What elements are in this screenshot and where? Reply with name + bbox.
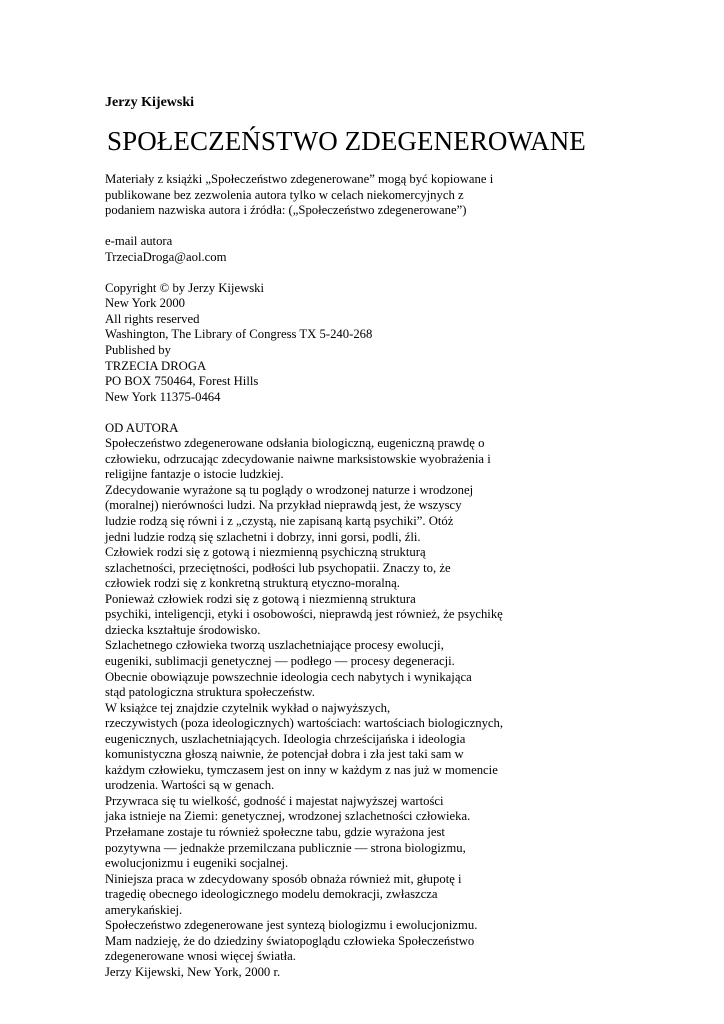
text-line: zdegenerowane wnosi więcej światła.: [105, 949, 296, 964]
email-address: TrzeciaDroga@aol.com: [105, 249, 227, 264]
text-line: tragedię obecnego ideologicznego modelu demokracji, zwłaszcza: [105, 887, 438, 902]
text-line: PO BOX 750464, Forest Hills: [105, 374, 259, 389]
preface-signature: Jerzy Kijewski, New York, 2000 r.: [105, 964, 281, 979]
text-line: eugenicznych, uszlachetniających. Ideologia chrześcijańska i ideologia: [105, 731, 466, 746]
copy-permission-notice: [105, 172, 705, 219]
author-email-block: [105, 234, 705, 265]
text-line: Społeczeństwo zdegenerowane odsłania biologiczną, eugeniczną prawdę o: [105, 436, 485, 451]
text-line: Przełamane zostaje tu również społeczne tabu, gdzie wyrażona jest: [105, 824, 445, 839]
text-line: jaka istnieje na Ziemi: genetycznej, wrodzonej szlachetności człowieka.: [105, 809, 471, 824]
paragraph-gap: [105, 219, 705, 235]
text-line: Copyright © by Jerzy Kijewski: [105, 280, 265, 295]
text-line: publikowane bez zezwolenia autora tylko w celach niekomercyjnych z: [105, 187, 464, 202]
text-line: pozytywna — jednakże przemilczana publicznie — strona biologizmu,: [105, 840, 466, 855]
text-line: Społeczeństwo zdegenerowane jest syntezą biologizmu i ewolucjonizmu.: [105, 918, 478, 933]
text-line: Obecnie obowiązuje powszechnie ideologia cech nabytych i wynikająca: [105, 669, 472, 684]
preface-section: [105, 421, 705, 981]
author-name: Jerzy Kijewski: [105, 95, 195, 110]
text-line: stąd patologiczna struktura społeczeństw.: [105, 685, 315, 700]
text-line: Ponieważ człowiek rodzi się z gotową i niezmienną struktura: [105, 591, 416, 606]
text-line: (moralnej) nierówności ludzi. Na przykład nieprawdą jest, że wszyscy: [105, 498, 462, 513]
email-label: e-mail autora: [105, 234, 173, 249]
text-line: eugeniki, sublimacji genetycznej — podłego — procesy degeneracji.: [105, 653, 455, 668]
text-line: TRZECIA DROGA: [105, 358, 207, 373]
copyright-block: [105, 281, 705, 405]
text-line: jedni ludzie rodzą się szlachetni i dobrzy, inni gorsi, podli, źli.: [105, 529, 421, 544]
paragraph-gap: [105, 405, 705, 421]
document-body: [105, 172, 705, 980]
text-line: szlachetności, przeciętności, podłości lub psychopatii. Znaczy to, że: [105, 560, 451, 575]
text-line: Washington, The Library of Congress TX 5-240-268: [105, 327, 373, 342]
text-line: Człowiek rodzi się z gotową i niezmienną psychiczną strukturą: [105, 545, 426, 560]
text-line: ludzie rodzą się równi i z „czystą, nie zapisaną kartą psychiki”. Otóż: [105, 514, 454, 529]
text-line: człowieku, odrzucając zdecydowanie naiwne marksistowskie wyobrażenia i: [105, 451, 491, 466]
book-title: SPOŁECZEŃSTWO ZDEGENEROWANE: [107, 126, 586, 156]
text-line: rzeczywistych (poza ideologicznych) wartościach: wartościach biologicznych,: [105, 716, 504, 731]
text-line: psychiki, inteligencji, etyki i osobowości, nieprawdą jest również, że psychikę: [105, 607, 503, 622]
paragraph-gap: [105, 265, 705, 281]
text-line: każdym człowieku, tymczasem jest on inny w każdym z nas już w momencie: [105, 762, 498, 777]
text-line: komunistyczna głoszą naiwnie, że potencjał dobra i zła jest taki sam w: [105, 747, 464, 762]
text-line: Mam nadzieję, że do dziedziny światopoglądu człowieka Społeczeństwo: [105, 933, 475, 948]
text-line: religijne fantazje o istocie ludzkiej.: [105, 467, 284, 482]
text-line: Published by: [105, 343, 171, 358]
text-line: All rights reserved: [105, 311, 200, 326]
text-line: ewolucjonizmu i eugeniki socjalnej.: [105, 856, 289, 871]
text-line: amerykańskiej.: [105, 902, 183, 917]
text-line: dziecka kształtuje środowisko.: [105, 622, 261, 637]
text-line: New York 11375-0464: [105, 389, 221, 404]
text-line: Szlachetnego człowieka tworzą uszlachetniające procesy ewolucji,: [105, 638, 444, 653]
text-line: Przywraca się tu wielkość, godność i majestat najwyższej wartości: [105, 793, 444, 808]
text-line: urodzenia. Wartości są w genach.: [105, 778, 275, 793]
text-line: New York 2000: [105, 296, 186, 311]
text-line: Materiały z książki „Społeczeństwo zdegenerowane” mogą być kopiowane i: [105, 172, 494, 186]
text-line: Niniejsza praca w zdecydowany sposób obnaża również mit, głupotę i: [105, 871, 462, 886]
text-line: podaniem nazwiska autora i źródła: („Społeczeństwo zdegenerowane”): [105, 203, 467, 218]
preface-heading: OD AUTORA: [105, 420, 179, 435]
text-line: Zdecydowanie wyrażone są tu poglądy o wrodzonej naturze i wrodzonej: [105, 482, 474, 497]
text-line: W książce tej znajdzie czytelnik wykład o najwyższych,: [105, 700, 391, 715]
text-line: człowiek rodzi się z konkretną strukturą etyczno-moralną.: [105, 576, 400, 591]
